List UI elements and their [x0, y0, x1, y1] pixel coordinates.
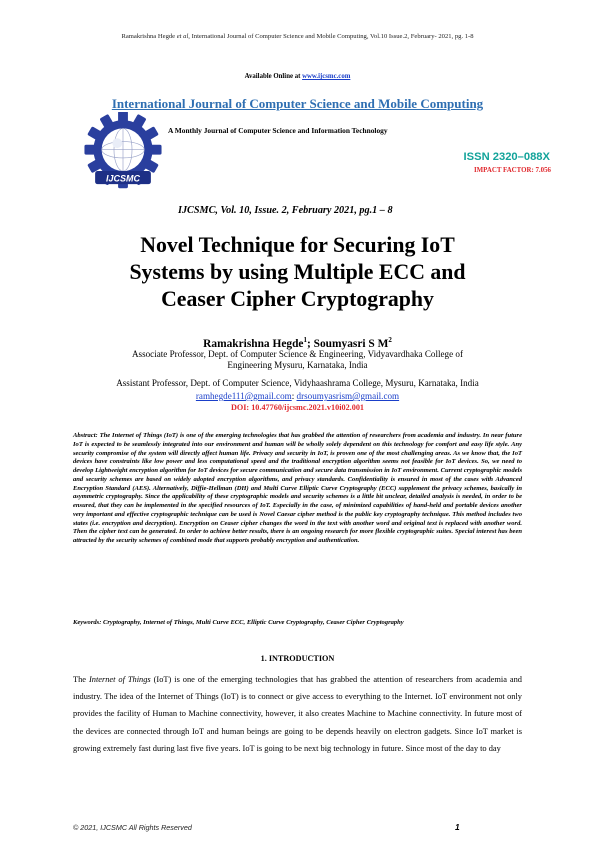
title-line: Ceaser Cipher Cryptography — [161, 287, 434, 311]
authors-line: Ramakrishna Hegde$^1$; Soumyasri S $M^2$ — [203, 336, 392, 350]
keywords: Keywords: Cryptography, Internet of Things, Multi Curve ECC, Elliptic Curve Cryptography, Ceaser Cipher Cryptography — [73, 619, 404, 626]
author-affiliation-mark: 2 — [388, 336, 392, 344]
introduction-body: The Internet of Things (IoT) is one of the emerging technologies that has grabbed the attention of researchers from academia and industry. The idea of the Internet of Things (IoT) is to connect or give access to everything to the Internet. IoT environment not only provides the facility of Human to Machine connectivity, however, it also creates Machine to Machine connectivity. In future most of the devices are connected through IoT and human beings are going to be depends heavily on electron gadgets. Since IoT market is growing extremely fast during last five five years. IoT is going to be next big technology in future. Since most of the day to day — [73, 675, 522, 753]
running-header: Ramakrishna Hegde et al, International Journal of Computer Science and Mobile Computing, Vol.10 Issue.2, February- 2021, pg. 1-8 — [121, 33, 474, 40]
available-online-line: Available Online at www.ijcsmc.com — [244, 73, 351, 80]
email-link[interactable]: ramhegde111@gmail.com — [195, 391, 292, 401]
author-name: Soumyasri S M — [313, 337, 389, 350]
section-heading-introduction: 1. INTRODUCTION — [260, 654, 335, 663]
affiliation-line: Associate Professor, Dept. of Computer Science & Engineering, Vidyavardhaka College of — [131, 349, 463, 359]
page-number: 1 — [455, 822, 460, 832]
journal-title: International Journal of Computer Science and Mobile Computing — [111, 96, 484, 111]
doi[interactable]: DOI: 10.47760/ijcsmc.2021.v10i02.001 — [230, 403, 365, 412]
journal-url-link[interactable]: www.ijcsmc.com — [302, 73, 351, 80]
author-emails: ramhegde111@gmail.com: drsoumyasrism@gmail.com — [195, 391, 400, 401]
author-affiliation-mark: 1 — [303, 336, 307, 344]
impact-factor: IMPACT FACTOR: 7.056 — [473, 167, 551, 174]
author-name: Ramakrishna Hegde — [203, 337, 304, 350]
title-line: Novel Technique for Securing IoT — [140, 233, 455, 257]
journal-subtitle: A Monthly Journal of Computer Science and Information Technology — [168, 126, 388, 135]
affiliation-line: Engineering Mysuru, Karnataka, India — [227, 360, 368, 370]
logo-text: IJCSMC — [105, 173, 141, 184]
email-link[interactable]: drsoumyasrism@gmail.com — [296, 391, 400, 401]
abstract: Abstract: The Internet of Things (IoT) is one of the emerging technologies that has grabbed the attention of researchers from academia and industry. In near future IoT is expected to be seamlessly integrated into our environment and human will be wholly solely dependent on this technology for comfort and easy life style. Any security compromise of the system will directly affect human life. Privacy and security in IoT, is proven one of the most challenging areas. As we know that, the IoT devices have constraints like low power and less computational speed and the traditional encryption algorithm seems not feasible for IoT devices. So, we need to develop Lightweight encryption algorithm for IoT devices for secure communication and secure data transmission in IoT environment. Current cryptographic models and security schemes are based on widely adopted encryption algorithms, and privacy standards. Confidentiality is ensured in most of the cases with Advanced Encryption Standard (AES). Alternatively, Diffie-Hellman (DH) and Multi Curve Elliptic Curve Cryptography (ECC) supplement the privacy schemes, basically in asymmetric cryptography. Since the applicability of these cryptographic models and security schemes is a little bit unclear, detailed analysis is needed, in order to be ensured, that they can be implemented in the specified resources of IoT. Especially in the case, of minimized capabilities of hand-held and portable devices another very important and effective cryptographic technique can be used is Novel Caesar cipher method is the public key cryptography technique. This method includes two states (i.e. encryption and decryption). Encryption on Ceaser cipher changes the word in the text with another word and original text is replaced with another word. Then the cipher text can be generated. In order to achieve better results, there is an ongoing research for more flexible cryptographic suites. Special interest has been attracted by the security schemes of combined mode that supports probably encryption and authentication. — [73, 432, 522, 544]
ijcsmc-logo-icon — [82, 112, 164, 194]
affiliation-line: Assistant Professor, Dept. of Computer Science, Vidyhaashrama College, Mysuru, Karnataka, India — [116, 378, 479, 388]
paper-title — [40, 232, 555, 313]
title-line: Systems by using Multiple ECC and — [129, 260, 466, 284]
issn-number: ISSN 2320–088X — [463, 151, 550, 163]
citation-line: IJCSMC, Vol. 10, Issue. 2, February 2021, pg.1 – 8 — [178, 205, 393, 216]
footer-copyright: © 2021, IJCSMC All Rights Reserved — [73, 823, 192, 832]
